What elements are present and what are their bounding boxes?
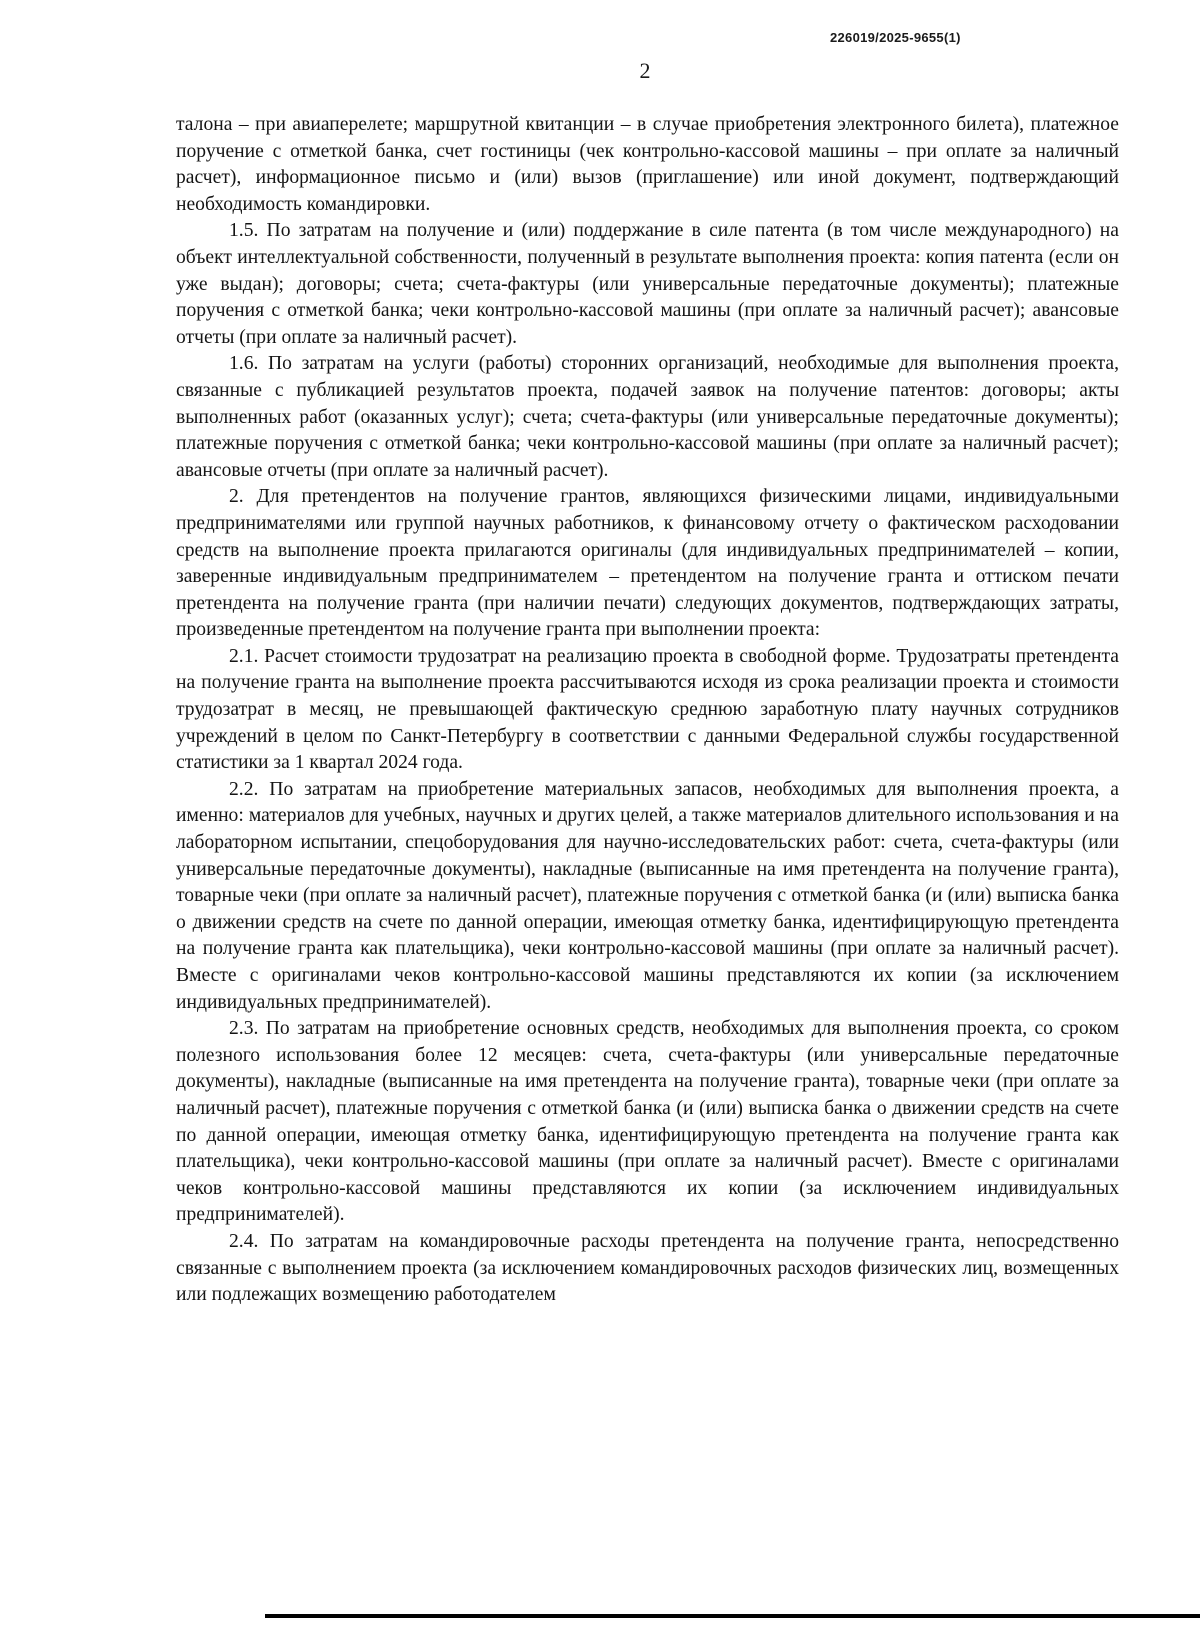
document-registration-number: 226019/2025-9655(1)	[830, 30, 961, 45]
page-number: 2	[639, 58, 651, 83]
paragraph-2-2: 2.2. По затратам на приобретение материальных запасов, необходимых для выполнения проекта, а именно: материалов для учебных, научных и других целей, а также материалов длительного использования и на лабораторном испытании, спецоборудования для научно-исследовательских работ: счета, счета-фактуры (или универсальные передаточные документы), накладные (выписанные на имя претендента на получение гранта), товарные чеки (при оплате за наличный расчет), платежные поручения с отметкой банка (и (или) выписка банка о движении средств на счете по данной операции, имеющая отметку банка, идентифицирующую претендента на получение гранта как плательщика), чеки контрольно-кассовой машины (при оплате за наличный расчет). Вместе с оригиналами чеков контрольно-кассовой машины представляются их копии (за исключением индивидуальных предпринимателей).	[176, 778, 1119, 1013]
paragraph-1-5: 1.5. По затратам на получение и (или) поддержание в силе патента (в том числе международного) на объект интеллектуальной собственности, полученный в результате выполнения проекта: копия патента (если он уже выдан); договоры; счета; счета-фактуры (или универсальные передаточные документы); платежные поручения с отметкой банка; чеки контрольно-кассовой машины (при оплате за наличный расчет); авансовые отчеты (при оплате за наличный расчет).	[176, 220, 1119, 348]
paragraph-2-3: 2.3. По затратам на приобретение основных средств, необходимых для выполнения проекта, со сроком полезного использования более 12 месяцев: счета, счета-фактуры (или универсальные передаточные документы), накладные (выписанные на имя претендента на получение гранта), товарные чеки (при оплате за наличный расчет), платежные поручения с отметкой банка (и (или) выписка банка о движении средств на счете по данной операции, имеющая отметку банка, идентифицирующую претендента на получение гранта как плательщика), чеки контрольно-кассовой машины (при оплате за наличный расчет). Вместе с оригиналами чеков контрольно-кассовой машины представляются их копии (за исключением индивидуальных предпринимателей).	[176, 1018, 1119, 1226]
paragraph-1-6: 1.6. По затратам на услуги (работы) сторонних организаций, необходимые для выполнения проекта, связанные с публикацией результатов проекта, подачей заявок на получение патентов: договоры; акты выполненных работ (оказанных услуг); счета; счета-фактуры (или универсальные передаточные документы); платежные поручения с отметкой банка; чеки контрольно-кассовой машины (при оплате за наличный расчет); авансовые отчеты (при оплате за наличный расчет).	[176, 353, 1119, 481]
paragraph-continuation: талона – при авиаперелете; маршрутной квитанции – в случае приобретения электронного билета), платежное поручение с отметкой банка, счет гостиницы (чек контрольно-кассовой машины – при оплате за наличный расчет), информационное письмо и (или) вызов (приглашение) или иной документ, подтверждающий необходимость командировки.	[176, 114, 1119, 215]
scan-edge-divider	[265, 1614, 1200, 1618]
document-body	[176, 112, 1119, 1309]
paragraph-2-1: 2.1. Расчет стоимости трудозатрат на реализацию проекта в свободной форме. Трудозатраты претендента на получение гранта на выполнение проекта рассчитываются исходя из срока реализации проекта и стоимости трудозатрат в месяц, не превышающей фактическую среднюю заработную плату научных сотрудников учреждений в целом по Санкт-Петербургу в соответствии с данными Федеральной службы государственной статистики за 1 квартал 2024 года.	[176, 645, 1119, 774]
paragraph-2: 2. Для претендентов на получение грантов, являющихся физическими лицами, индивидуальными предпринимателями или группой научных работников, к финансовому отчету о фактическом расходовании средств на выполнение проекта прилагаются оригиналы (для индивидуальных предпринимателей – копии, заверенные индивидуальным предпринимателем – претендентом на получение гранта и оттиском печати претендента на получение гранта (при наличии печати) следующих документов, подтверждающих затраты, произведенные претендентом на получение гранта при выполнении проекта:	[176, 486, 1119, 641]
paragraph-2-4: 2.4. По затратам на командировочные расходы претендента на получение гранта, непосредственно связанные с выполнением проекта (за исключением командировочных расходов физических лиц, возмещенных или подлежащих возмещению работодателем	[176, 1230, 1119, 1306]
